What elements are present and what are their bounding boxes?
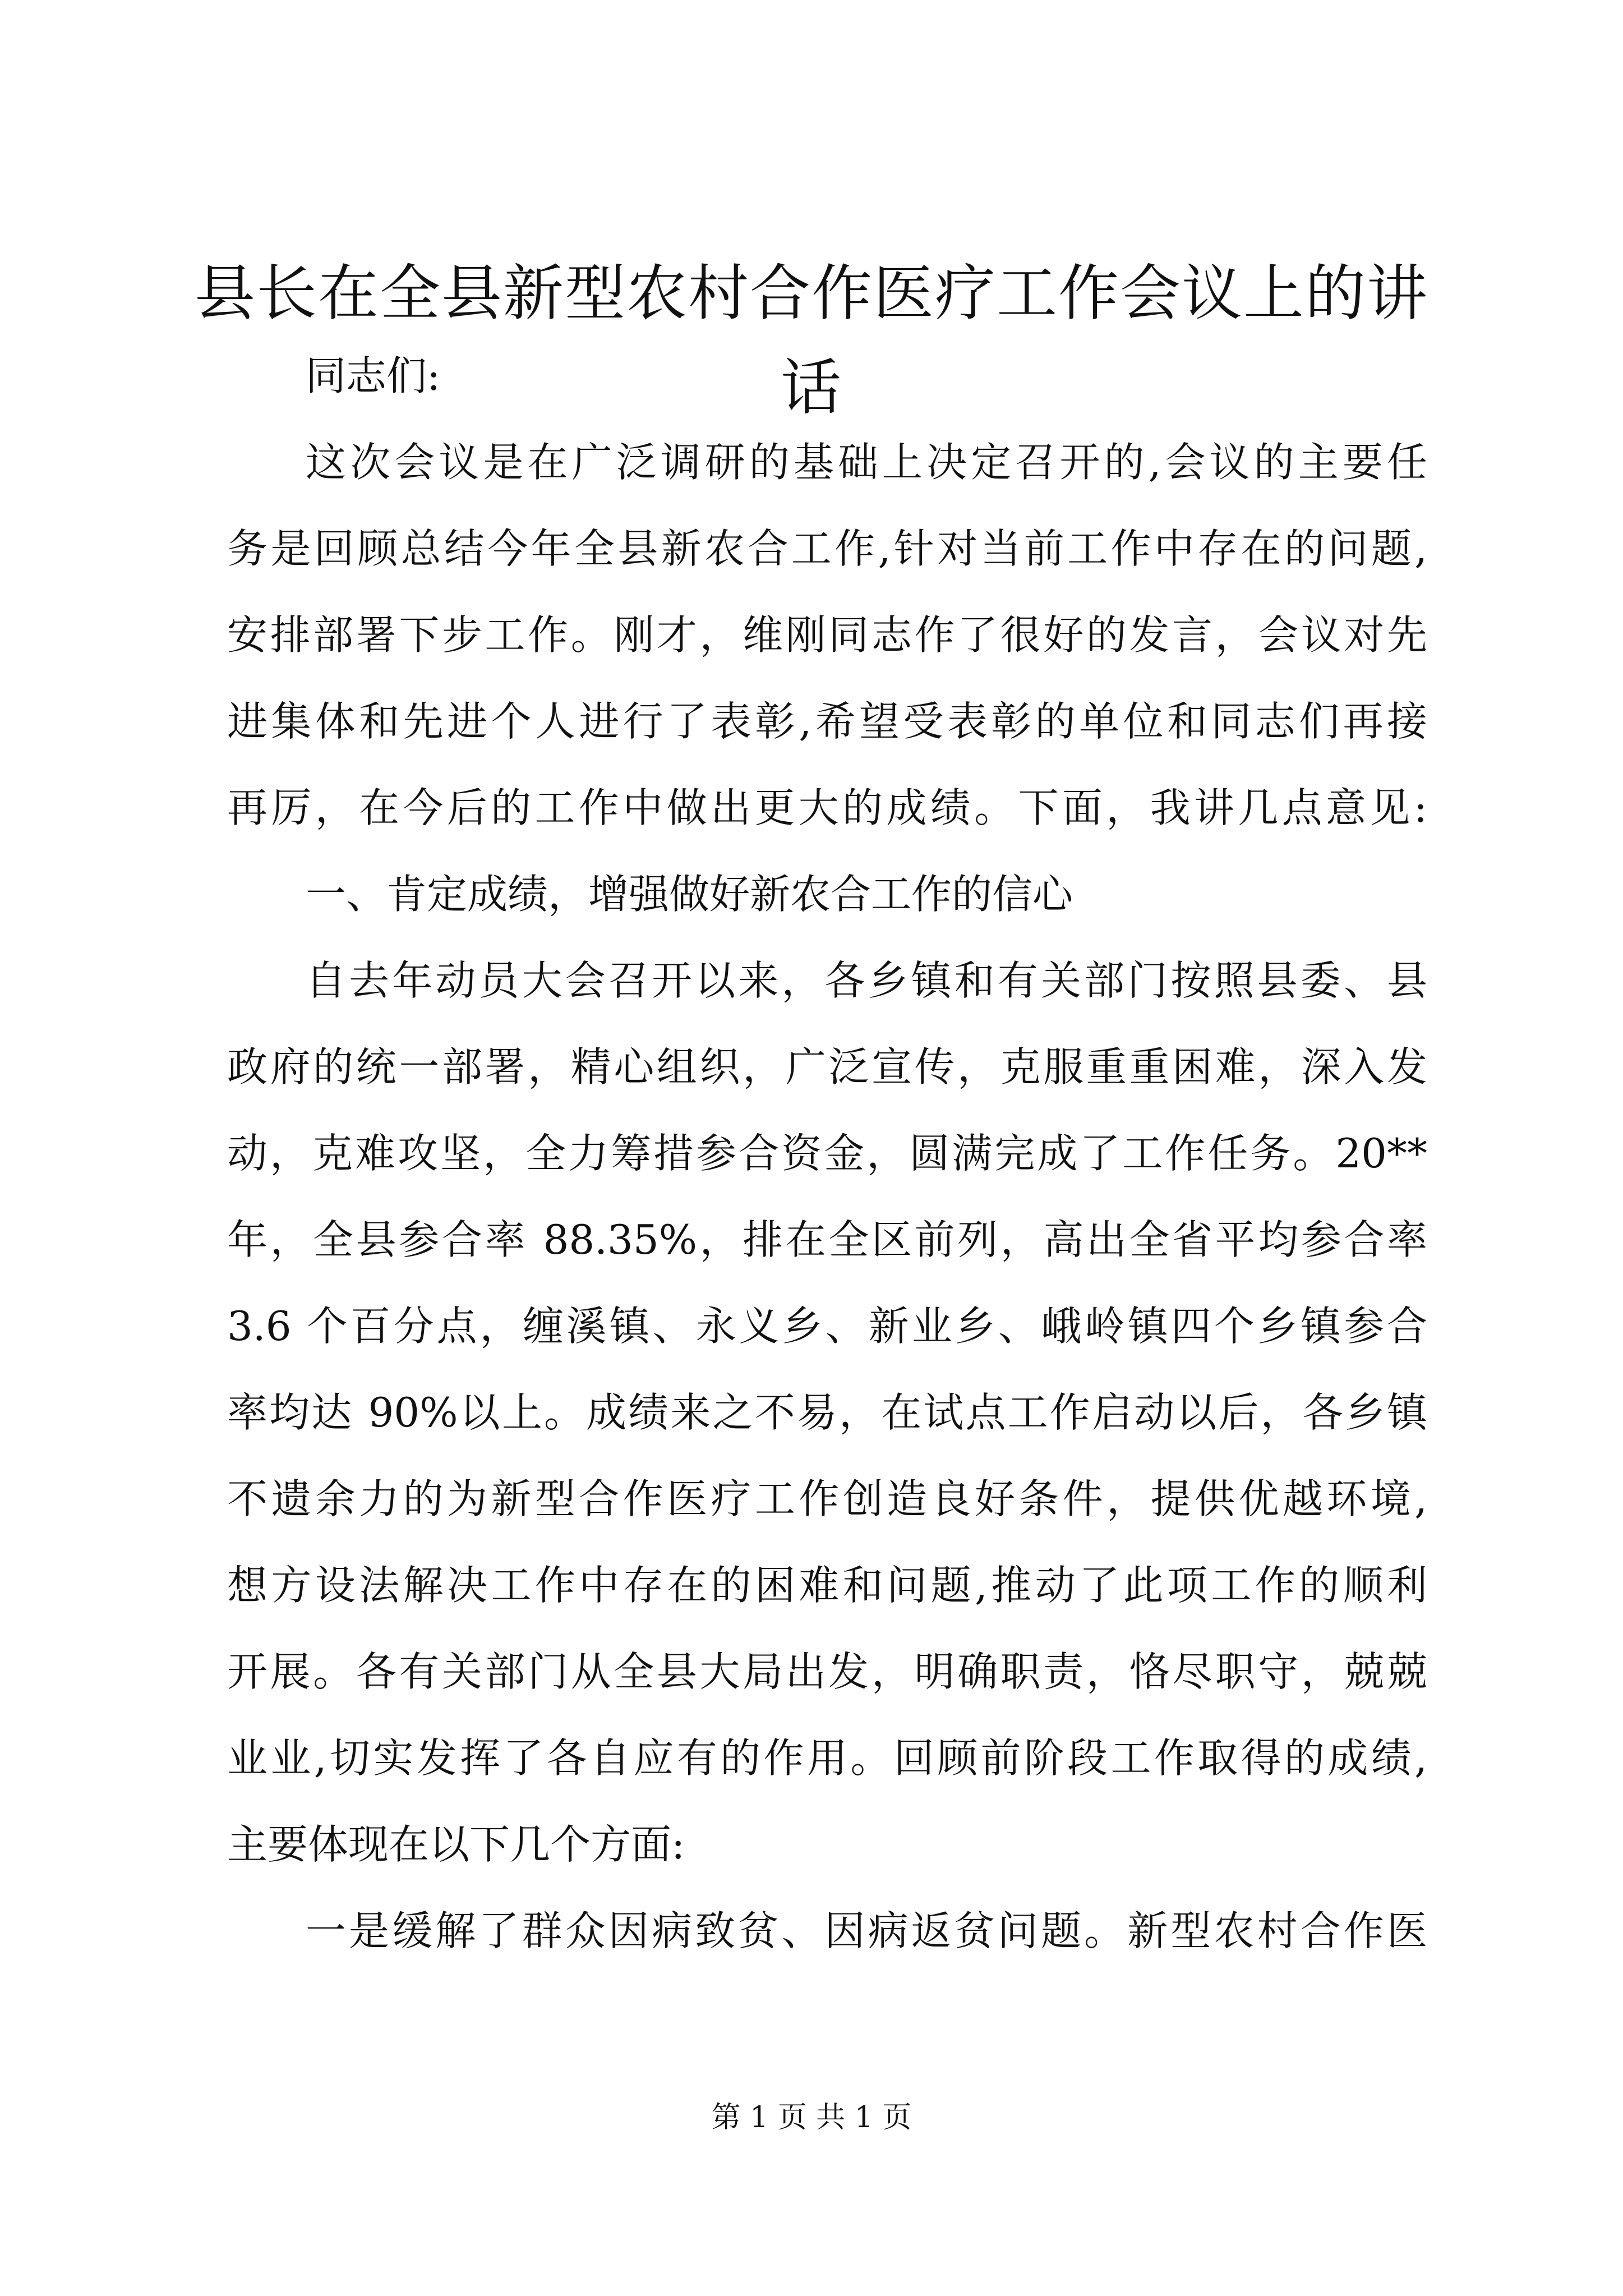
paragraph-line: 动，克难攻坚，全力筹措参合资金，圆满完成了工作任务。20** [227,1130,1427,1177]
paragraph-line: 想方设法解决工作中存在的困难和问题,推动了此项工作的顺利 [227,1562,1427,1609]
paragraph-line: 年，全县参合率 88.35%，排在全区前列，高出全省平均参合率 [227,1216,1427,1263]
paragraph-line: 自去年动员大会召开以来，各乡镇和有关部门按照县委、县 [306,957,1427,1004]
paragraph-line: 务是回顾总结今年全县新农合工作,针对当前工作中存在的问题, [227,525,1427,572]
paragraph-line: 3.6 个百分点，缠溪镇、永义乡、新业乡、峨岭镇四个乡镇参合 [227,1303,1427,1350]
paragraph-line: 一是缓解了群众因病致贫、因病返贫问题。新型农村合作医 [306,1907,1427,1954]
paragraph-line: 主要体现在以下几个方面: [227,1821,685,1868]
page-title [185,247,1438,435]
section-heading: 一、肯定成绩，增强做好新农合工作的信心 [306,871,1073,918]
title-line-1: 县长在全县新型农村合作医疗工作会议上的讲 [194,259,1428,329]
paragraph-line: 开展。各有关部门从全县大局出发，明确职责，恪尽职守，兢兢 [227,1648,1427,1695]
paragraph-line: 业业,切实发挥了各自应有的作用。回顾前阶段工作取得的成绩, [227,1734,1427,1782]
title-line-2: 话 [780,353,842,423]
paragraph-line: 政府的统一部署，精心组织，广泛宣传，克服重重困难，深入发 [227,1043,1427,1091]
paragraph-line: 这次会议是在广泛调研的基础上决定召开的,会议的主要任 [306,439,1427,486]
paragraph-line: 不遗余力的为新型合作医疗工作创造良好条件，提供优越环境, [227,1475,1427,1522]
paragraph-line: 安排部署下步工作。刚才，维刚同志作了很好的发言，会议对先 [227,611,1427,659]
salutation: 同志们: [306,352,441,399]
page-footer: 第 1 页 共 1 页 [711,2101,912,2134]
paragraph-line: 再厉，在今后的工作中做出更大的成绩。下面，我讲几点意见: [227,784,1427,831]
paragraph-line: 率均达 90%以上。成绩来之不易，在试点工作启动以后，各乡镇 [227,1389,1427,1436]
paragraph-line: 进集体和先进个人进行了表彰,希望受表彰的单位和同志们再接 [227,698,1427,745]
